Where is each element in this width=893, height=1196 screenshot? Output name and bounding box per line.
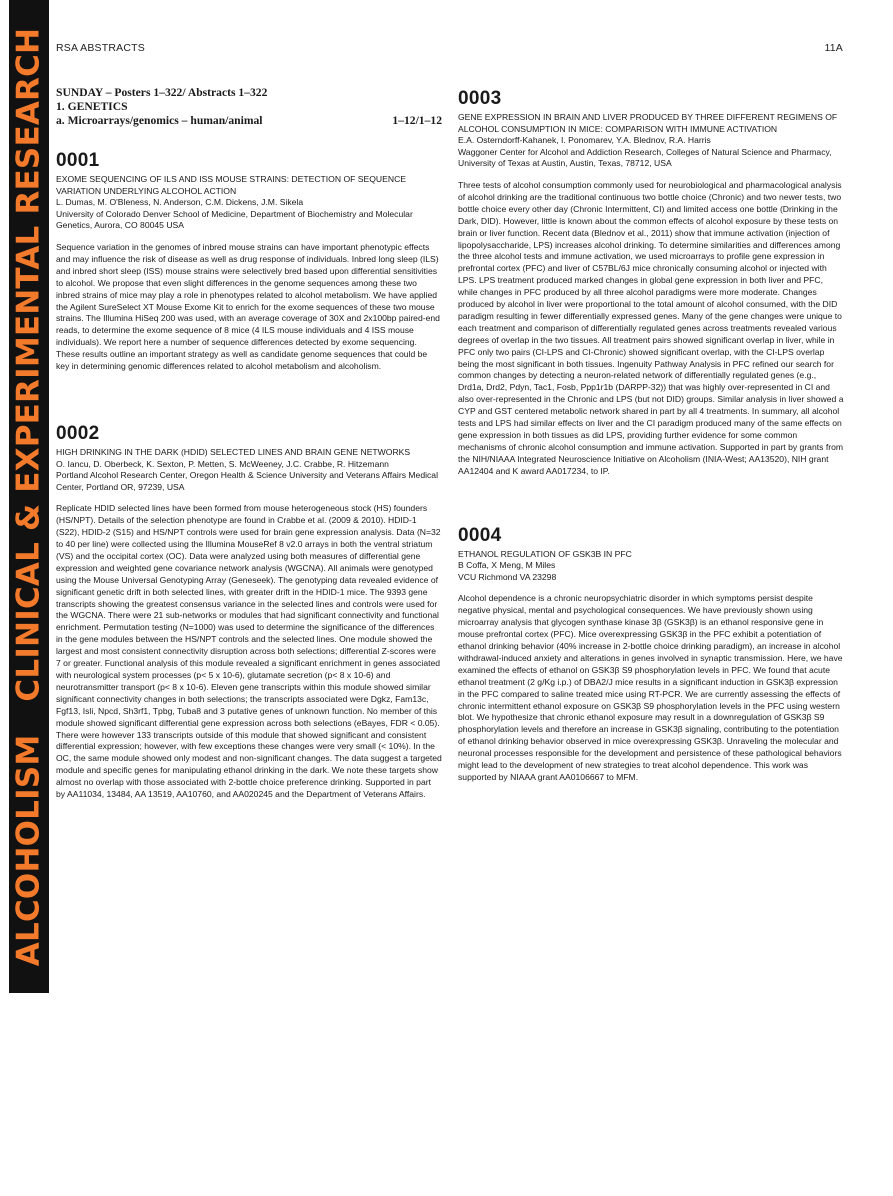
abstract-affiliation: University of Colorado Denver School of Medicine, Department of Biochemistry and Molecular Genetics, Aurora, CO 80045 USA: [56, 208, 413, 231]
abstract-title: GENE EXPRESSION IN BRAIN AND LIVER PRODUCED BY THREE DIFFERENT REGIMENS OF ALCOHOL CONSUMPTION IN MICE: COMPARISON WITH IMMUNE ACTIVATION: [458, 112, 838, 134]
abstract-0003: [458, 88, 844, 478]
subtopic-title: a. Microarrays/genomics – human/animal: [56, 114, 263, 127]
session-line: SUNDAY – Posters 1–322/ Abstracts 1–322: [56, 86, 268, 99]
abstract-affiliation: VCU Richmond VA 23298: [458, 571, 557, 582]
section-heading: [56, 86, 442, 128]
abstract-title: EXOME SEQUENCING OF ILS AND ISS MOUSE STRAINS: DETECTION OF SEQUENCE VARIATION UNDERLYING ALCOHOL ACTION: [56, 174, 407, 196]
abstract-body: Sequence variation in the genomes of inbred mouse strains can have important phenotypic effects and may influence the risk of disease as well as drug response of individuals. Inbred long sleep (ILS) and inbred short sleep (ISS) mouse strains were selectively bred based upon differential sensitivities to alcohol. We propose that even slight differences in the genome sequences among these two inbred strains of mice may play a role in phenotypes related to alcohol metabolism. We have applied the Agilent SureSelect XT Mouse Exome Kit to enrich for the exome sequences of these two mouse strains. The Illumina HiSeq 200 was used, with an average coverage of 30X and 2x100bp paired-end reads, to determine the exome sequence of 8 mice (4 ILS mouse individuals and 4 ISS mouse individuals). We report here a number of sequence differences detected by exome sequencing. These results outline an important strategy as well as candidate genome sequences that could be key in determining genomic differences related to alcohol metabolism and alcoholism.: [56, 241, 440, 372]
topic-line: 1. GENETICS: [56, 100, 128, 113]
abstract-0004: [458, 525, 844, 784]
abstract-title: ETHANOL REGULATION OF GSK3B IN PFC: [458, 548, 632, 559]
abstract-affiliation: Portland Alcohol Research Center, Oregon Health & Science University and Veterans Affairs Medical Center, Portland OR, 97239, USA: [56, 470, 438, 492]
abstract-title: HIGH DRINKING IN THE DARK (HDID) SELECTED LINES AND BRAIN GENE NETWORKS: [56, 446, 411, 457]
journal-name-vertical: [10, 27, 47, 966]
journal-name-part1: ALCOHOLISM: [10, 734, 47, 966]
right-column: [458, 86, 844, 784]
abstract-affiliation: Waggoner Center for Alcohol and Addiction Research, Colleges of Natural Science and Pharmacy, University of Texas at Austin, Austin, Texas, 78712, USA: [458, 146, 832, 169]
left-column: [56, 86, 442, 801]
journal-name-part2: CLINICAL & EXPERIMENTAL RESEARCH: [10, 27, 47, 702]
abstract-authors: E.A. Osterndorff-Kahanek, I. Ponomarev, Y.A. Blednov, R.A. Harris: [458, 135, 711, 146]
abstract-authors: O. Iancu, D. Oberbeck, K. Sexton, P. Metten, S. McWeeney, J.C. Crabbe, R. Hitzemann: [56, 458, 389, 469]
page-number: 11A: [824, 42, 843, 54]
abstract-authors: B Coffa, X Meng, M Miles: [458, 560, 556, 571]
running-head-left: RSA ABSTRACTS: [56, 42, 145, 54]
abstract-number: 0004: [458, 524, 502, 546]
abstract-body: Replicate HDID selected lines have been formed from mouse heterogeneous stock (HS) founders (HS/NPT). Details of the selection phenotype are found in Crabbe et al. (2009 & 2010). HDID-1 (S22), HDID-2 (S15) and HS/NPT controls were used for brain gene expression analysis. Data (N=32 to 40 per line) were collected using the Illumina MouseRef 8 v2.0 arrays in both the ventral striatum (VS) and the occipital cortex (OC). Data were analyzed using both measures of differential gene expression and weighted gene covariance network analysis (WGCNA). All animals were genotyped using the Mouse Universal Genotyping Array (Geneseek). The genotyping data revealed evidence of significant genetic drift in both selected lines, with greater drift in the HDID-1 mice. The 9393 gene transcripts showing the greatest consensus variance in the selected lines and controls were used for the WGCNA. There were 21 sub-networks or modules that had significant connectivity and functional enrichment. Permutation testing (N=1000) was used to determine the significance of the differences in the gene modules between the HS/NPT controls and the selected lines. One module showed the largest and most consistent connectivity disruption across both selections; differential Z-scores were 7 or greater. Functional analysis of this module revealed a significant enrichment in genes associated with neurological system processes (p< 5 x 10-6), glutamate secretion (p< 8 x 10-6) and neurotransmitter transport (p< 8 x 10-6). Eleven gene transcripts within this module showed similar significant connectivity changes in both selections; the transcripts associated were Dgkz, Fam13c, Fgf13, Isli, Npcd, Sh3rf1, Tpbg, Tuba8 and 3 putative genes of unknown function. No member of this module showed significant differential gene expression across both selections (eBayes, FDR < 0.05). There were however 133 transcripts outside of this module that showed significant and consistent differential expression; however, with few exceptions these changes were very small (< 10%). In the OC, the same module showed only modest and non-significant changes. The data suggest a targeted module and specific genes for manipulating ethanol drinking in the dark. We note these targets show almost no overlap with those associated with 2-bottle choice preference drinking. Supported in part by AA11034, 13484, AA 13519, AA10760, and AA020245 and the Department of Veterans Affairs.: [56, 503, 442, 800]
abstract-body: Three tests of alcohol consumption commonly used for neurobiological and pharmacological analysis of alcohol drinking are the traditional continuous two bottle choice (Chronic) and two newer tests, two bottle choice every other day (Chronic Intermittent, CI) and limited access one bottle (Drinking in the Dark, DID). However, little is known about the common effects of alcohol exposure by these tests on brain or liver function. Recent data (Blednov et al., 2011) show that immune activation (injection of lipopolysaccharide, LPS) increases alcohol drinking. To determine similarities and differences among the three alcohol tests and immune activation, we used microarrays to profile gene expression in prefrontal cortex (PFC) and liver of C57BL/6J mice chronically consuming alcohol or injected with LPS. LPS treatment produced marked changes in global gene expression in both liver and PFC, while changes in PFC produced by all three alcohol paradigms were more moderate. Changes produced by alcohol in liver were proportional to the total amount of alcohol consumed, with the DID paradigm resulting in fewer differentially expressed genes. Many of the gene changes were unique to each treatment and comparison of differentially regulated genes across treatments revealed various degrees of overlap in the two tissues. All treatment pairs showed significant overlap in liver, while in PFC only two pairs (CI-LPS and CI-Chronic) showed significant overlap, with the CI-LPS overlap being the most significant in both tissues. Ingenuity Pathway Analysis in PFC refined our search for common changes by detecting a neuron-related network of differentially regulated genes (e.g., Drd1a, Drd2, Pdyn, Tac1, Fosb, Ppp1r1b (DARPP-32)) that was highly over-represented in CI and also over-represented in the Chronic and LPS (but not DID) groups. Similar analysis in liver showed a CYP and GST centered metabolic network shared in part by all 4 treatments. In summary, all alcohol tests and LPS had similar effects on liver and the CI paradigm produced many of the same effects on gene expression in both tissues as did LPS, providing further evidence for some common mechanisms of chronic alcohol consumption and immune activation. Supported in part by grants from the NIH/NIAAA Integrated Neuroscience Initiative on Alcoholism (INIA-West; AA13520), NIH grant AA12404 and K award AA017234, to IP.: [458, 179, 844, 476]
abstract-range: 1–12/1–12: [392, 114, 442, 127]
subtopic-line: [56, 114, 442, 128]
abstract-number: 0001: [56, 150, 100, 171]
abstract-authors: L. Dumas, M. O'Bleness, N. Anderson, C.M. Dickens, J.M. Sikela: [56, 197, 304, 208]
abstract-number: 0003: [458, 88, 502, 109]
abstract-0002: [56, 423, 442, 801]
abstract-0001: [56, 150, 442, 373]
abstract-number: 0002: [56, 422, 100, 444]
journal-sidebar: [9, 0, 49, 993]
abstract-body: Alcohol dependence is a chronic neuropsychiatric disorder in which symptoms persist despite negative physical, mental and psychological consequences. We have previously shown using microarray analysis that glycogen synthase kinase 3β (GSK3β) is an ethanol responsive gene in mouse prefrontal cortex (PFC). Mice overexpressing GSK3β in the PFC exhibit a potentiation of ethanol drinking behavior (40% increase in 2-bottle choice drinking paradigm), an increase in alcohol withdrawal-induced anxiety and alterations in genes involved in synaptic transmission. Here, we have examined the effects of ethanol on GSK3β S9 phosphorylation levels in PFC. We found that acute ethanol treatment (2 g/Kg i.p.) of DBA2/J mice results in a significant induction in GSK3β expression in the PFC compared to saline treated mice using RT-PCR. We are currently assessing the effects of chronic intermittent ethanol exposure on GSK3β S9 phosphorylation levels in the PFC using western blot. We hypothesize that chronic ethanol exposure may result in a downregulation of GSK3β S9 phosphorylation levels and therefore an increase in GSK3β signaling, contributing to the potentiation of ethanol drinking behavior observed in mice overexpressing GSK3β. Unraveling the molecular and neuronal processes responsible for the development and persistence of these pathological behaviors might lead to the development of new strategies to treat alcohol dependence. This work was supported by NIAAA grant AA0106667 to MFM.: [458, 593, 843, 782]
